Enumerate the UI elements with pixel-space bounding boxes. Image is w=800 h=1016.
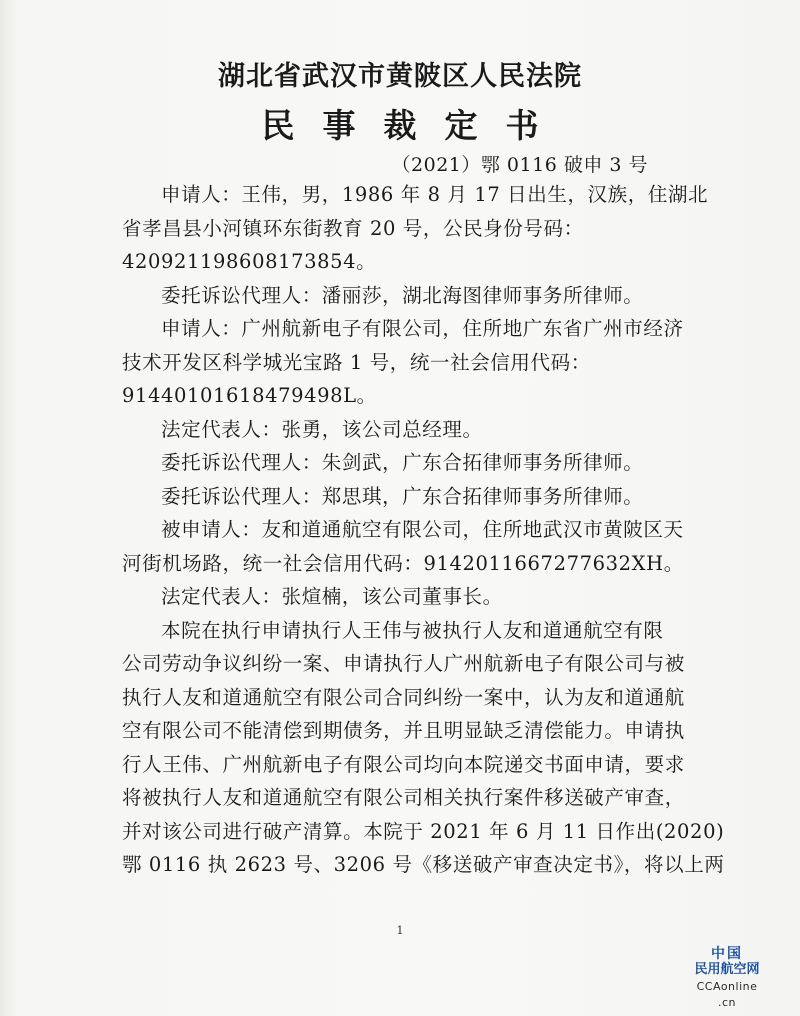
body-line: 并对该公司进行破产清算。本院于 2021 年 6 月 11 日作出(2020) — [122, 819, 725, 843]
body-line: 技术开发区科学城光宝路 1 号，统一社会信用代码： — [122, 350, 591, 374]
document-body — [122, 178, 725, 882]
ccaonline-watermark — [682, 946, 772, 1010]
watermark-line-3: CCAonline — [696, 980, 758, 993]
body-line: 被申请人：友和道通航空有限公司，住所地武汉市黄陂区天 — [161, 518, 684, 541]
body-line: 空有限公司不能清偿到期债务，并且明显缺乏清偿能力。申请执 — [122, 719, 685, 742]
watermark-line-1: 中国 — [711, 946, 743, 962]
body-line: 委托诉讼代理人：郑思琪，广东合拓律师事务所律师。 — [161, 484, 644, 508]
body-line: 鄂 0116 执 2623 号、3206 号《移送破产审查决定书》，将以上两 — [122, 853, 725, 876]
body-line: 申请人：广州航新电子有限公司，住所地广东省广州市经济 — [161, 317, 684, 340]
page-number: 1 — [396, 924, 404, 937]
watermark-line-2: 民用航空网 — [694, 962, 760, 977]
watermark-line-4: .cn — [717, 996, 737, 1009]
body-line: 委托诉讼代理人：潘丽莎，湖北海图律师事务所律师。 — [161, 283, 644, 307]
court-name: 湖北省武汉市黄陂区人民法院 — [218, 61, 582, 92]
body-line: 委托诉讼代理人：朱剑武，广东合拓律师事务所律师。 — [161, 451, 644, 474]
body-line: 420921198608173854。 — [122, 250, 377, 273]
body-line: 公司劳动争议纠纷一案、申请执行人广州航新电子有限公司与被 — [122, 652, 685, 675]
body-line: 行人王伟、广州航新电子有限公司均向本院递交书面申请，要求 — [122, 752, 685, 776]
body-line: 法定代表人：张勇，该公司总经理。 — [161, 417, 483, 441]
body-line: 91440101618479498L。 — [122, 384, 377, 407]
body-line: 将被执行人友和道通航空有限公司相关执行案件移送破产审查， — [122, 786, 685, 809]
body-line: 本院在执行申请执行人王伟与被执行人友和道通航空有限 — [161, 618, 664, 642]
body-line: 省孝昌县小河镇环东街教育 20 号，公民身份号码： — [122, 216, 584, 240]
case-number: （2021）鄂 0116 破申 3 号 — [391, 154, 648, 176]
body-line: 法定代表人：张煊楠，该公司董事长。 — [161, 585, 503, 608]
body-line: 申请人：王伟，男，1986 年 8 月 17 日出生，汉族，住湖北 — [161, 183, 709, 206]
body-line: 执行人友和道通航空有限公司合同纠纷一案中，认为友和道通航 — [122, 685, 685, 709]
document-type-title: 民事裁定书 — [261, 106, 567, 145]
body-line: 河街机场路，统一社会信用代码：9142011667277632XH。 — [122, 551, 684, 575]
